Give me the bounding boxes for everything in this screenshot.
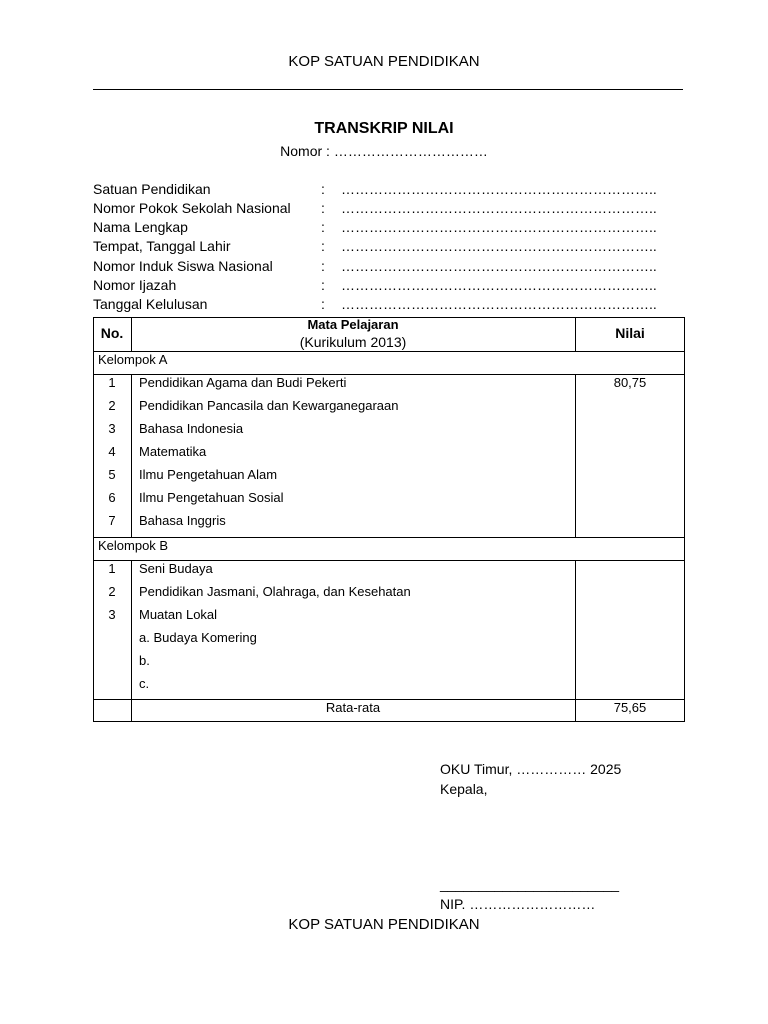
average-value: 75,65 (613, 700, 647, 715)
row-subject: Bahasa Inggris (139, 513, 226, 528)
signature-nip: NIP. ……………………… (440, 896, 596, 912)
row-no: 2 (108, 584, 116, 599)
col-divider (575, 374, 576, 537)
identity-colon: : (321, 296, 325, 312)
row-no: 2 (108, 398, 116, 413)
identity-row-satuan-pendidikan (93, 181, 683, 200)
identity-value: ………………………………………………………….. (341, 181, 657, 197)
letterhead-bottom: KOP SATUAN PENDIDIKAN (288, 916, 480, 933)
identity-label: Nama Lengkap (93, 219, 188, 235)
row-no: 3 (108, 421, 116, 436)
identity-colon: : (321, 181, 325, 197)
identity-colon: : (321, 200, 325, 216)
group-b-top-divider (93, 537, 685, 538)
average-label: Rata-rata (325, 700, 381, 715)
header-no: No. (100, 325, 124, 341)
signature-role: Kepala, (440, 781, 488, 797)
header-divider (93, 351, 685, 352)
identity-colon: : (321, 238, 325, 254)
identity-label: Satuan Pendidikan (93, 181, 211, 197)
row-subject: Bahasa Indonesia (139, 421, 244, 436)
row-no: 4 (108, 444, 116, 459)
identity-row-tanggal-kelulusan (93, 296, 683, 315)
document-number: Nomor : …………………………… (280, 143, 488, 159)
identity-label: Tanggal Kelulusan (93, 296, 208, 312)
identity-label: Nomor Pokok Sekolah Nasional (93, 200, 291, 216)
row-no: 1 (108, 375, 116, 390)
identity-row-nisn (93, 258, 683, 277)
row-subject: Pendidikan Agama dan Budi Pekerti (139, 375, 347, 390)
header-curriculum: (Kurikulum 2013) (299, 334, 407, 350)
identity-colon: : (321, 277, 325, 293)
row-subject: Seni Budaya (139, 561, 213, 576)
identity-value: ………………………………………………………….. (341, 219, 657, 235)
row-subject: Pendidikan Pancasila dan Kewarganegaraan (139, 398, 399, 413)
identity-colon: : (321, 219, 325, 235)
identity-label: Tempat, Tanggal Lahir (93, 238, 231, 254)
identity-row-npsn (93, 200, 683, 219)
row-no: 5 (108, 467, 116, 482)
identity-label: Nomor Ijazah (93, 277, 177, 293)
document-title: TRANSKRIP NILAI (314, 120, 454, 137)
letterhead-top: KOP SATUAN PENDIDIKAN (288, 53, 480, 70)
header-score: Nilai (615, 325, 645, 341)
identity-label: Nomor Induk Siswa Nasional (93, 258, 273, 274)
row-subject: Ilmu Pengetahuan Alam (139, 467, 278, 482)
group-label-a: Kelompok A (98, 352, 168, 367)
identity-row-nomor-ijazah (93, 277, 683, 296)
letterhead-divider (93, 89, 683, 90)
row-no: 3 (108, 607, 116, 622)
identity-value: ………………………………………………………….. (341, 258, 657, 274)
identity-colon: : (321, 258, 325, 274)
header-subject: Mata Pelajaran (307, 317, 399, 332)
signature-name-line: _______________________ (440, 876, 620, 892)
grades-table (93, 317, 685, 722)
signature-place-date: OKU Timur, …………… 2025 (440, 761, 622, 777)
row-subject: Matematika (139, 444, 207, 459)
identity-row-tempat-tanggal-lahir (93, 238, 683, 257)
col-divider (131, 560, 132, 722)
row-no: 6 (108, 490, 116, 505)
identity-row-nama-lengkap (93, 219, 683, 238)
identity-value: ………………………………………………………….. (341, 277, 657, 293)
identity-value: ………………………………………………………….. (341, 238, 657, 254)
col-divider (131, 374, 132, 537)
identity-value: ………………………………………………………….. (341, 200, 657, 216)
row-no: 1 (108, 561, 116, 576)
group-label-b: Kelompok B (98, 538, 169, 553)
row-subject: Ilmu Pengetahuan Sosial (139, 490, 284, 505)
row-score: 80,75 (613, 375, 647, 390)
row-subject: Muatan Lokal (139, 607, 218, 622)
row-subject: a. Budaya Komering (139, 630, 257, 645)
col-divider (575, 560, 576, 722)
row-subject: b. (139, 653, 150, 668)
row-subject: c. (139, 676, 150, 691)
identity-value: ………………………………………………………….. (341, 296, 657, 312)
row-no: 7 (108, 513, 116, 528)
row-subject: Pendidikan Jasmani, Olahraga, dan Kesehatan (139, 584, 411, 599)
